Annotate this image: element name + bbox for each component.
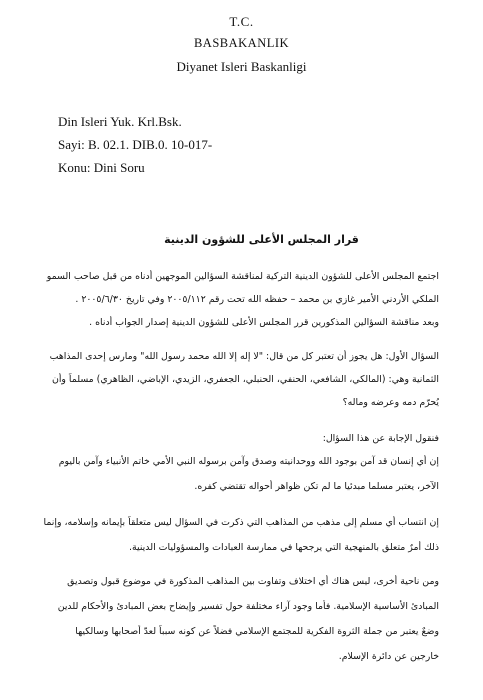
body-line: وضعٌ يعتبر من جملة الثروة الفكرية للمجتمع الإسلامي فضلاً عن كونه سبباً لعدّ أصحابها وسالكيها xyxy=(75,626,439,637)
body-line: ذلك أمرٌ متعلق بالمنهجية التي يرجحها في ممارسة العبادات والمسؤوليات الدينية. xyxy=(129,542,439,553)
body-line: الملكي الأردني الأمير غازي بن محمد – حفظه الله تحت رقم ٢٠٠٥/١١٢ وفي تاريخ ٢٠٠٥/٦/٣٠ . xyxy=(75,294,439,305)
meta-subject: Konu: Dini Soru xyxy=(58,160,145,175)
body-line: الثمانية وهي: (المالكي، الشافعي، الحنفي، الحنبلي، الجعفري، الزيدي، الإباضي، الظاهري) مسلماً وأن xyxy=(51,374,439,385)
meta-reference-number: Sayi: B. 02.1. DIB.0. 10-017- xyxy=(58,137,213,152)
header-line-basbakanlik: BASBAKANLIK xyxy=(193,36,290,50)
body-line: الآخر، يعتبر مسلما مبدئيا ما لم تكن ظواهر أحواله تقتضي كفره. xyxy=(194,481,439,492)
arabic-title: قرار المجلس الأعلى للشؤون الدينية xyxy=(164,233,359,246)
header-line-diyanet: Diyanet Isleri Baskanligi xyxy=(176,59,307,74)
body-line: وبعد مناقشة السؤالين المذكورين قرر المجلس الأعلى للشؤون الدينية إصدار الجواب أدناه . xyxy=(89,317,439,328)
body-line: اجتمع المجلس الأعلى للشؤون الدينية التركية لمناقشة السؤالين الموجهين أدناه من قبل صاحب السمو xyxy=(46,271,439,282)
body-line: إن أي إنسان قد آمن بوجود الله ووحدانيته وصدق وآمن برسوله النبي الأمي خاتم الأنبياء وآمن باليوم xyxy=(58,456,439,467)
body-line: خارجين عن دائرة الإسلام. xyxy=(338,651,439,662)
body-line: فنقول الإجابة عن هذا السؤال: xyxy=(322,433,439,444)
body-line: يُحرّم دمه وعرضه وماله؟ xyxy=(342,397,439,408)
meta-department: Din Isleri Yuk. Krl.Bsk. xyxy=(58,114,182,129)
body-line: السؤال الأول: هل يجوز أن تعتبر كل من قال: "لا إله إلا الله محمد رسول الله" ومارس إحدى المذاهب xyxy=(49,351,439,362)
body-line: إن انتساب أي مسلم إلى مذهب من المذاهب التي ذكرت في السؤال ليس متعلقاً بإيمانه وإسلامه، وإنما xyxy=(43,517,439,528)
body-line: ومن ناحية أخرى، ليس هناك أي اختلاف وتفاوت بين المذاهب المذكورة في موضوع قبول وتصديق xyxy=(67,576,439,587)
header-line-tc: T.C. xyxy=(229,14,254,29)
body-line: المبادئ الأساسية الإسلامية. فأما وجود آراء مختلفة حول تفسير وإيضاح بعض المبادئ والأحكام للدين xyxy=(57,601,439,612)
